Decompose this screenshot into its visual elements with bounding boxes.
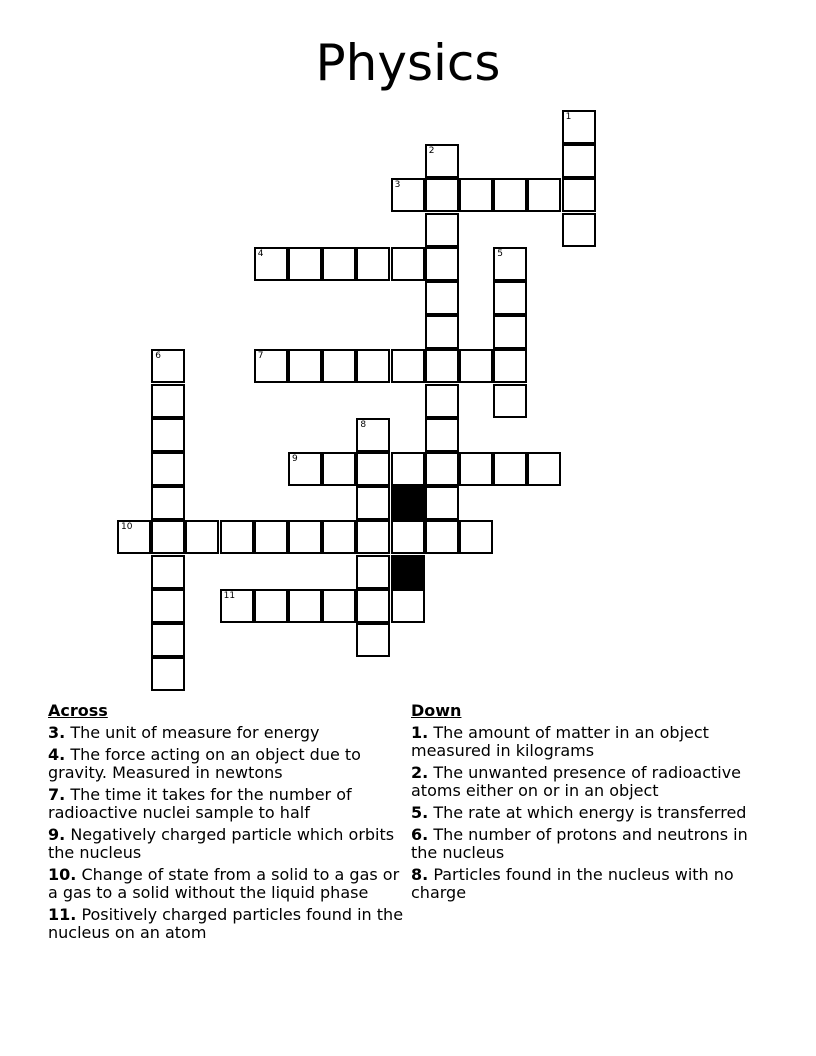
grid-cell[interactable] (220, 589, 254, 623)
grid-cell[interactable] (151, 555, 185, 589)
grid-cell[interactable] (493, 384, 527, 418)
grid-cell[interactable] (425, 213, 459, 247)
clue-down-8: 8. Particles found in the nucleus with no charge (411, 865, 734, 902)
grid-cell[interactable] (356, 349, 390, 383)
clue-across-10: 10. Change of state from a solid to a gas or a gas to a solid without the liquid phase (48, 865, 400, 902)
grid-cell[interactable] (151, 384, 185, 418)
across-clues (48, 702, 408, 946)
grid-cell[interactable] (288, 349, 322, 383)
clue-number: 1 (565, 112, 572, 122)
grid-cell[interactable] (493, 247, 527, 281)
grid-cell[interactable] (391, 589, 425, 623)
grid-cell[interactable] (562, 144, 596, 178)
grid-cell[interactable] (493, 349, 527, 383)
grid-cell[interactable] (527, 452, 561, 486)
clue-number: 8 (360, 419, 367, 430)
grid-cell[interactable] (391, 178, 425, 212)
grid-cell[interactable] (254, 247, 288, 281)
grid-cell[interactable] (562, 178, 596, 212)
grid-cell[interactable] (356, 247, 390, 281)
grid-cell[interactable] (151, 349, 185, 383)
grid-cell[interactable] (493, 452, 527, 486)
grid-cell[interactable] (425, 281, 459, 315)
grid-cell[interactable] (151, 623, 185, 657)
grid-cell[interactable] (391, 247, 425, 281)
grid-cell[interactable] (425, 452, 459, 486)
grid-cell[interactable] (391, 452, 425, 486)
clue-number: 10 (121, 522, 133, 533)
grid-cell[interactable] (151, 486, 185, 520)
grid-cell[interactable] (425, 247, 459, 281)
clue-down-5: 5. The rate at which energy is transferred (411, 803, 747, 822)
page-title: Physics (315, 34, 501, 92)
grid-cell[interactable] (356, 418, 390, 452)
grid-cell[interactable] (322, 349, 356, 383)
grid-cell[interactable] (151, 418, 185, 452)
grid-cell[interactable] (254, 589, 288, 623)
grid-cell[interactable] (254, 349, 288, 383)
clue-number: 2 (428, 146, 435, 157)
grid-cell[interactable] (185, 520, 219, 554)
grid-cell[interactable] (425, 349, 459, 383)
grid-cell[interactable] (425, 144, 459, 178)
grid-cell[interactable] (425, 418, 459, 452)
grid-cell[interactable] (151, 452, 185, 486)
grid-cell[interactable] (151, 520, 185, 554)
grid-cell[interactable] (356, 623, 390, 657)
grid-cell[interactable] (288, 247, 322, 281)
shaded-cell (391, 555, 425, 589)
clue-number: 6 (155, 351, 161, 362)
grid-cell[interactable] (254, 520, 288, 554)
grid-cell[interactable] (151, 589, 185, 623)
clue-number: 7 (257, 351, 264, 362)
grid-cell[interactable] (356, 452, 390, 486)
grid-cell[interactable] (322, 520, 356, 554)
clue-number: 4 (257, 248, 264, 259)
clue-number: 3 (394, 180, 401, 191)
grid-cell[interactable] (459, 520, 493, 554)
clue-across-7: 7. The time it takes for the number of radioactive nuclei sample to half (48, 785, 352, 822)
grid-cell[interactable] (425, 178, 459, 212)
grid-cell[interactable] (151, 657, 185, 691)
clue-down-6: 6. The number of protons and neutrons in the nucleus (411, 825, 748, 862)
grid-cell[interactable] (391, 520, 425, 554)
grid-cell[interactable] (425, 315, 459, 349)
grid-cell[interactable] (356, 486, 390, 520)
grid-cell[interactable] (220, 520, 254, 554)
clue-number: 11 (223, 590, 236, 601)
grid-cell[interactable] (356, 589, 390, 623)
grid-cell[interactable] (322, 452, 356, 486)
grid-cell[interactable] (288, 520, 322, 554)
grid-cell[interactable] (562, 110, 596, 144)
grid-cell[interactable] (356, 555, 390, 589)
grid-cell[interactable] (459, 178, 493, 212)
grid-cell[interactable] (527, 178, 561, 212)
clue-across-4: 4. The force acting on an object due to gravity. Measured in newtons (48, 745, 361, 782)
grid-cell[interactable] (493, 281, 527, 315)
grid-cell[interactable] (562, 213, 596, 247)
grid-cell[interactable] (288, 589, 322, 623)
grid-cell[interactable] (356, 520, 390, 554)
clue-across-3: 3. The unit of measure for energy (48, 723, 320, 742)
grid-cell[interactable] (425, 384, 459, 418)
clue-number: 5 (497, 248, 503, 259)
grid-cell[interactable] (322, 589, 356, 623)
grid-cell[interactable] (493, 315, 527, 349)
down-clues (411, 702, 761, 906)
grid-cell[interactable] (322, 247, 356, 281)
clue-down-1: 1. The amount of matter in an object measured in kilograms (411, 723, 709, 760)
down-heading: Down (411, 701, 462, 720)
grid-cell[interactable] (459, 349, 493, 383)
grid-cell[interactable] (493, 178, 527, 212)
grid-cell[interactable] (391, 349, 425, 383)
grid-cell[interactable] (425, 486, 459, 520)
clue-across-11: 11. Positively charged particles found in the nucleus on an atom (48, 905, 404, 942)
grid-cell[interactable] (425, 520, 459, 554)
clue-down-2: 2. The unwanted presence of radioactive atoms either on or in an object (411, 763, 742, 800)
across-heading: Across (48, 701, 108, 720)
shaded-cell (391, 486, 425, 520)
grid-cell[interactable] (459, 452, 493, 486)
grid-cell[interactable] (288, 452, 322, 486)
clue-across-9: 9. Negatively charged particle which orbits the nucleus (48, 825, 395, 862)
grid-cell[interactable] (117, 520, 151, 554)
clue-number: 9 (292, 454, 298, 464)
